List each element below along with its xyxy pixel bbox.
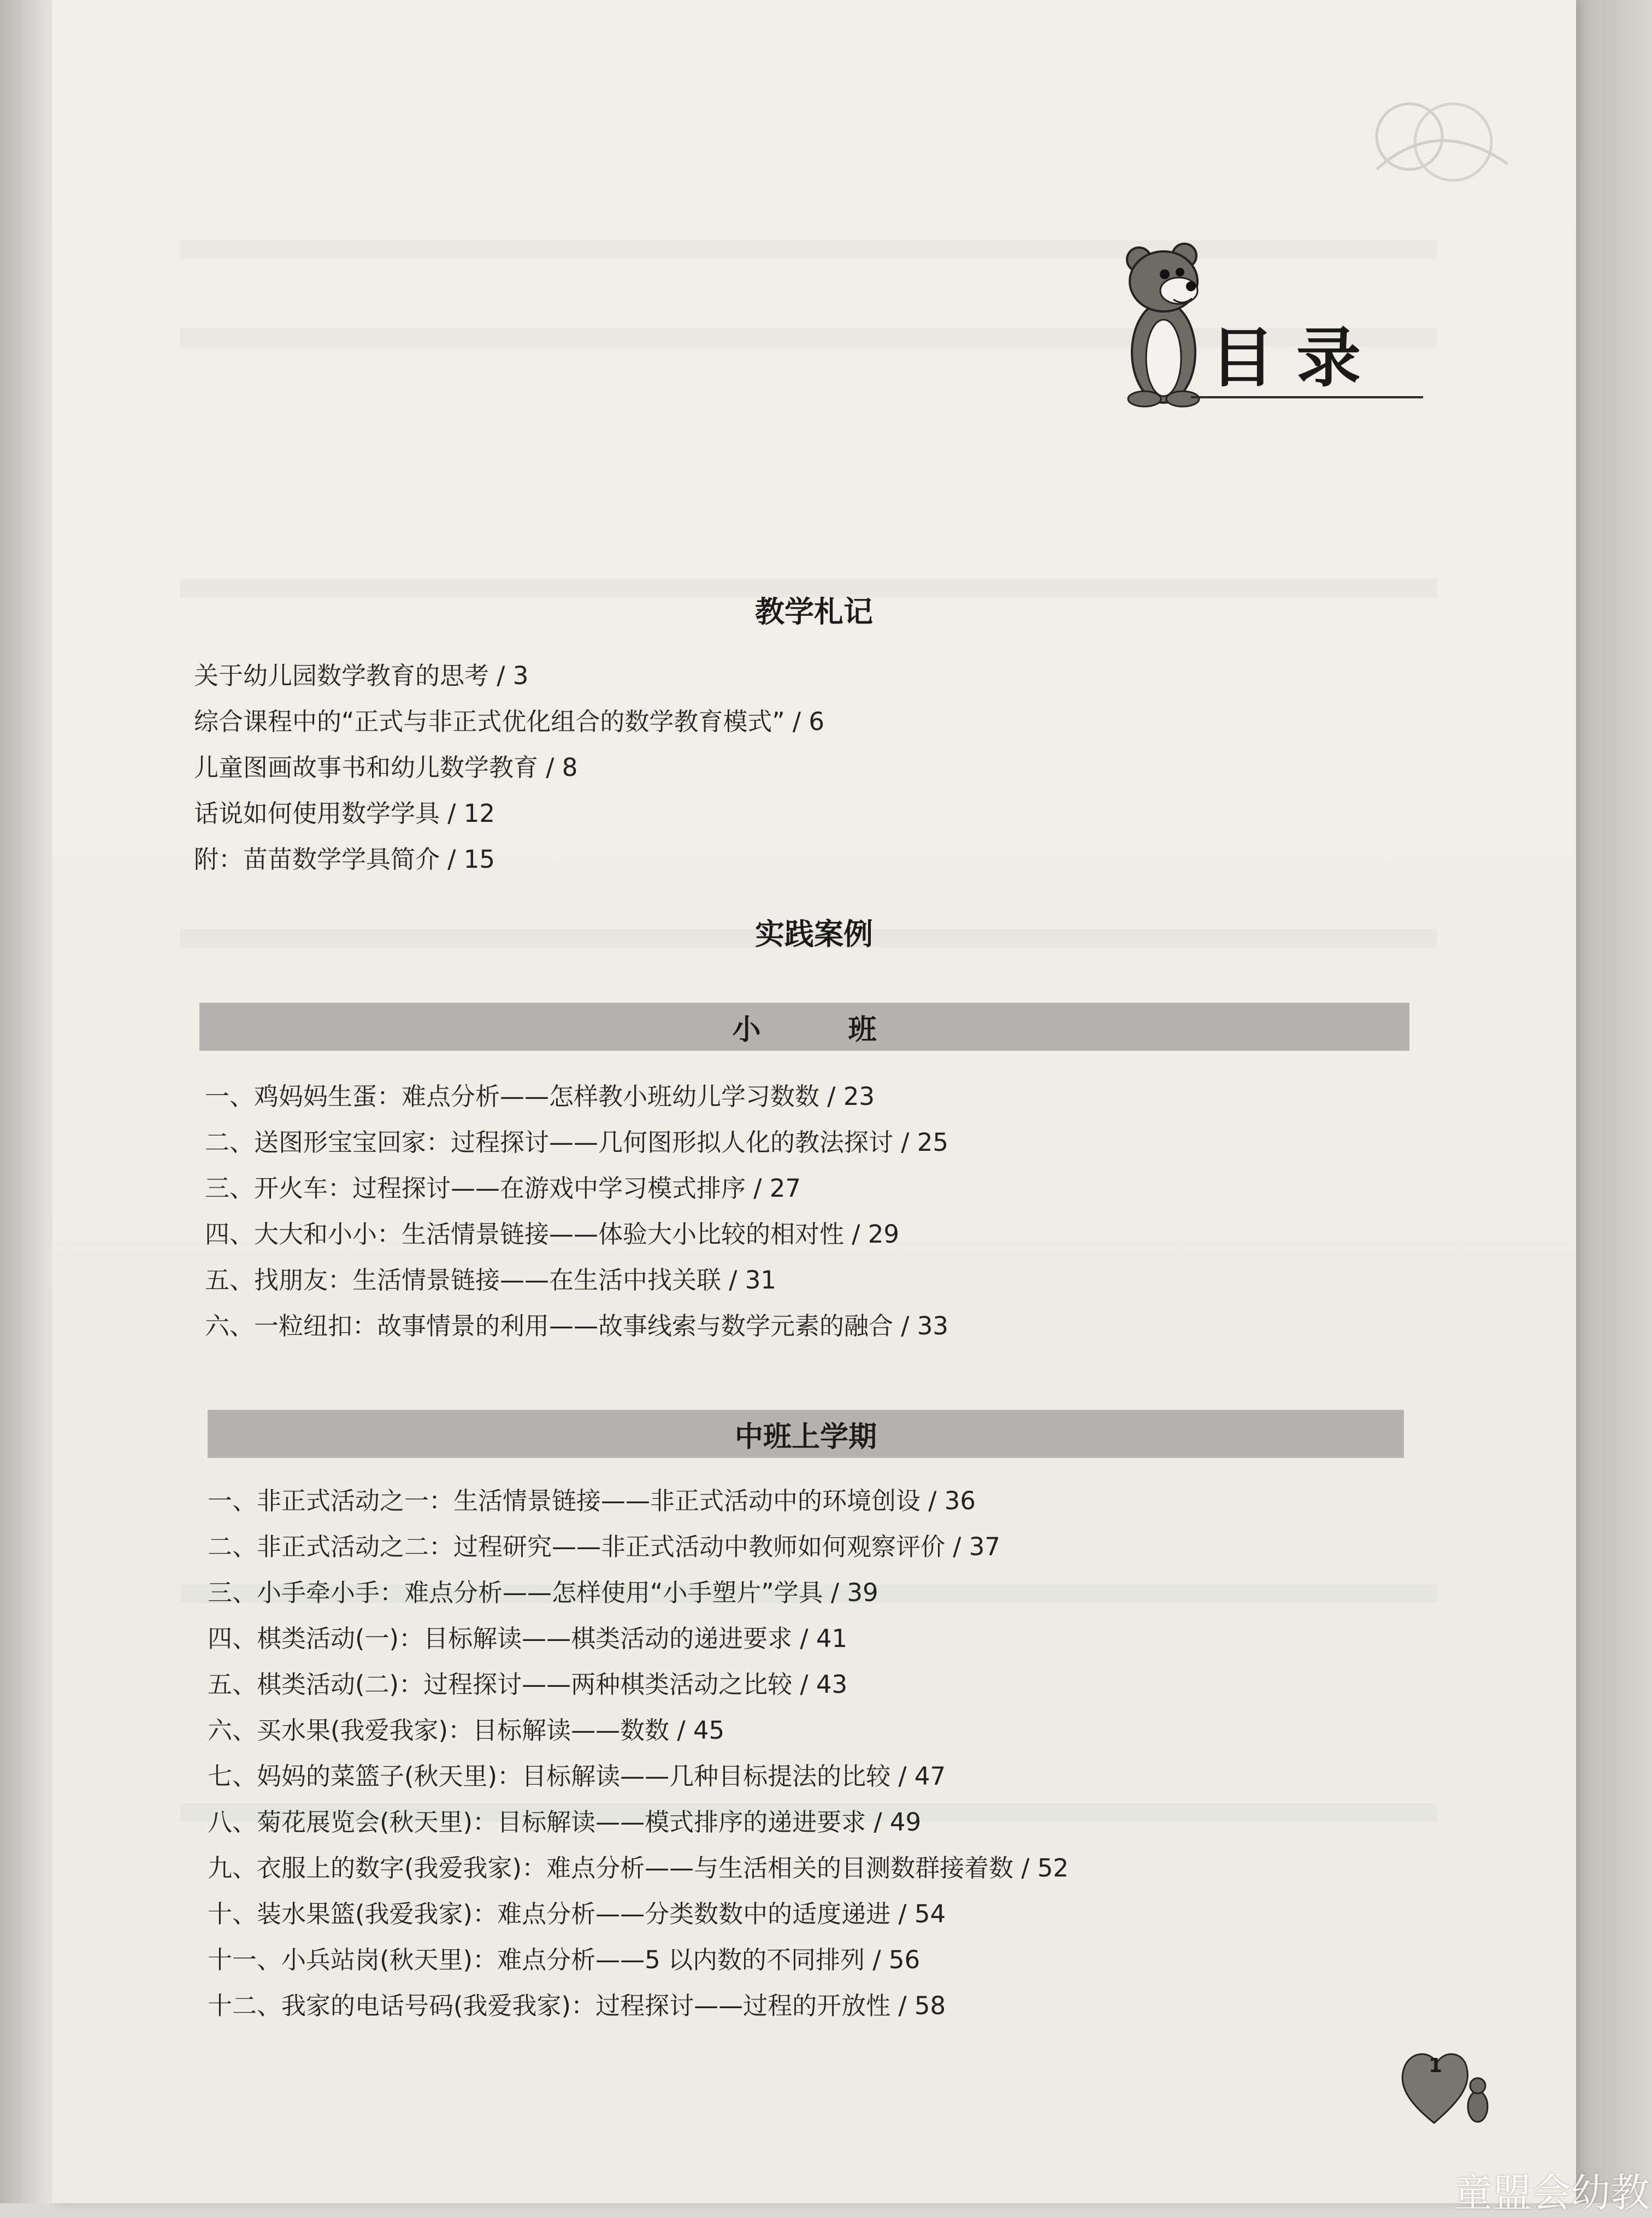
- toc-list-small-class: [205, 1074, 948, 1349]
- toc-entry[interactable]: 四、棋类活动(一)：目标解读——棋类活动的递进要求 / 41: [208, 1624, 848, 1653]
- toc-entry[interactable]: 六、买水果(我爱我家)：目标解读——数数 / 45: [208, 1716, 725, 1745]
- page-number: 1: [1429, 2055, 1443, 2077]
- toc-entry[interactable]: 一、鸡妈妈生蛋：难点分析——怎样教小班幼儿学习数数 / 23: [205, 1082, 875, 1111]
- toc-title: 目录: [1210, 320, 1383, 396]
- toc-entry[interactable]: 七、妈妈的菜篮子(秋天里)：目标解读——几种目标提法的比较 / 47: [208, 1762, 946, 1791]
- toc-entry[interactable]: 二、非正式活动之二：过程研究——非正式活动中教师如何观察评价 / 37: [208, 1532, 1001, 1561]
- toc-entry[interactable]: 八、菊花展览会(秋天里)：目标解读——模式排序的递进要求 / 49: [208, 1808, 922, 1837]
- toc-entry[interactable]: 话说如何使用数学学具 / 12: [194, 799, 495, 828]
- toc-entry[interactable]: 九、衣服上的数字(我爱我家)：难点分析——与生活相关的目测数群接着数 / 52: [208, 1854, 1069, 1882]
- page-edge-background: [1576, 0, 1652, 2203]
- running-head-swirl-icon: [1355, 93, 1519, 186]
- toc-entry[interactable]: 十一、小兵站岗(秋天里)：难点分析——5 以内数的不同排列 / 56: [208, 1945, 921, 1974]
- toc-entry[interactable]: 三、开火车：过程探讨——在游戏中学习模式排序 / 27: [205, 1174, 801, 1203]
- toc-entry[interactable]: 关于幼儿园数学教育的思考 / 3: [194, 661, 529, 690]
- section-heading-notes: 教学札记: [755, 595, 873, 629]
- toc-entry[interactable]: 综合课程中的“正式与非正式优化组合的数学教育模式” / 6: [194, 707, 825, 736]
- watermark: 童盟会幼教: [1453, 2170, 1650, 2216]
- toc-entry[interactable]: 二、送图形宝宝回家：过程探讨——几何图形拟人化的教法探讨 / 25: [205, 1128, 949, 1157]
- toc-entry[interactable]: 五、找朋友：生活情景链接——在生活中找关联 / 31: [205, 1266, 777, 1295]
- section-bar-label: 中班上学期: [734, 1420, 877, 1454]
- toc-entry[interactable]: 十二、我家的电话号码(我爱我家)：过程探讨——过程的开放性 / 58: [208, 1991, 946, 2020]
- section-bar-middle-class: [208, 1410, 1404, 1458]
- title-underline: [1191, 396, 1423, 398]
- toc-list-middle-class: [208, 1478, 1069, 2029]
- toc-entry[interactable]: 五、棋类活动(二)：过程探讨——两种棋类活动之比较 / 43: [208, 1670, 848, 1699]
- toc-entry[interactable]: 三、小手牵小手：难点分析——怎样使用“小手塑片”学具 / 39: [208, 1578, 878, 1607]
- toc-entry[interactable]: 儿童图画故事书和幼儿数学教育 / 8: [194, 753, 578, 782]
- bleed-through: [180, 240, 1437, 259]
- toc-entry[interactable]: 十、装水果篮(我爱我家)：难点分析——分类数数中的适度递进 / 54: [208, 1899, 946, 1928]
- book-spine-shadow: [0, 0, 52, 2203]
- section-heading-cases: 实践案例: [755, 917, 873, 951]
- toc-entry[interactable]: 附：苗苗数学学具简介 / 15: [194, 845, 495, 874]
- heart-page-badge-icon: [1396, 2041, 1505, 2134]
- toc-list-notes: [194, 653, 824, 883]
- section-bar-label: 小班: [732, 1013, 964, 1046]
- toc-entry[interactable]: 一、非正式活动之一：生活情景链接——非正式活动中的环境创设 / 36: [208, 1486, 976, 1515]
- toc-entry[interactable]: 四、大大和小小：生活情景链接——体验大小比较的相对性 / 29: [205, 1220, 900, 1249]
- toc-entry[interactable]: 六、一粒纽扣：故事情景的利用——故事线索与数学元素的融合 / 33: [205, 1311, 949, 1340]
- section-bar-small-class: [199, 1003, 1409, 1051]
- bear-mascot-icon: [1114, 230, 1213, 410]
